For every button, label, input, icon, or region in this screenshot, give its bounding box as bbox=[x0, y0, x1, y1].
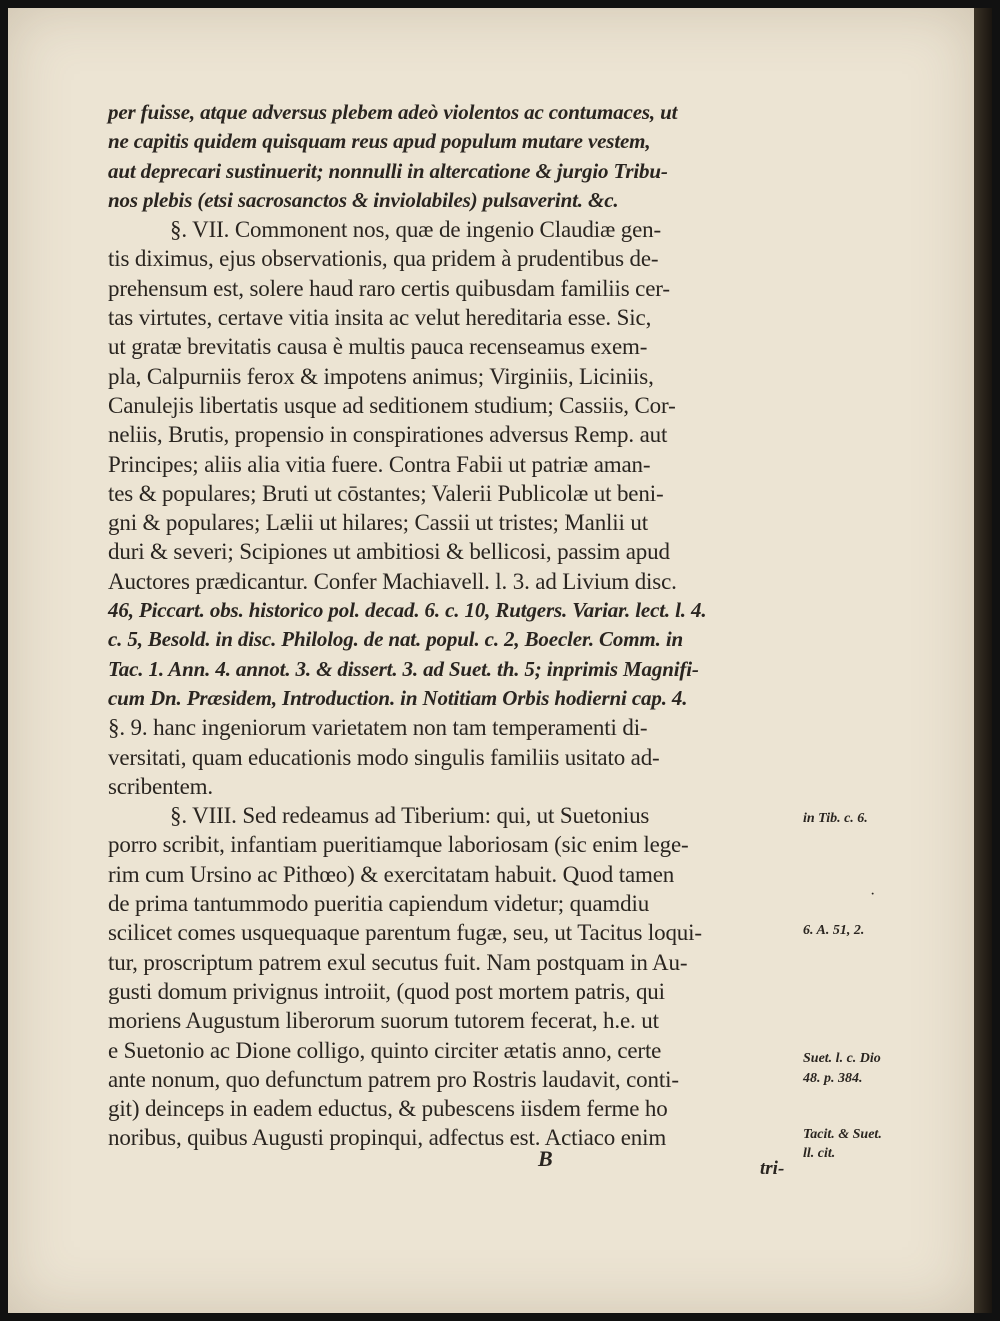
text-line: versitati, quam educationis modo singulis familiis usitato ad- bbox=[108, 744, 660, 770]
text-line: tas virtutes, certave vitia insita ac velut hereditaria esse. Sic, bbox=[108, 305, 652, 331]
text-line: tes & populares; Bruti ut cōstantes; Valerii Publicolæ ut beni- bbox=[108, 480, 664, 506]
text-line: Principes; aliis alia vitia fuere. Contra Fabii ut patriæ aman- bbox=[108, 451, 651, 477]
text-line: e Suetonio ac Dione colligo, quinto circiter ætatis anno, certe bbox=[108, 1037, 662, 1063]
margin-note: ll. cit. bbox=[803, 1146, 836, 1161]
text-line: rim cum Ursino ac Pithœo) & exercitatam habuit. Quod tamen bbox=[108, 861, 675, 887]
text-line: §. 9. hanc ingeniorum varietatem non tam temperamenti di- bbox=[108, 715, 648, 741]
section-heading-viii: §. VIII. Sed redeamus ad Tiberium: qui, ut Suetonius bbox=[170, 803, 650, 829]
text-line: per fuisse, atque adversus plebem adeò violentos ac contumaces, ut bbox=[108, 100, 678, 124]
page-edge bbox=[974, 8, 992, 1313]
text-line: c. 5, Besold. in disc. Philolog. de nat. popul. c. 2, Boecler. Comm. in bbox=[108, 627, 684, 652]
text-line: tur, proscriptum patrem exul secutus fuit. Nam postquam in Au- bbox=[108, 949, 688, 975]
text-line: tis diximus, ejus observationis, qua pridem à prudentibus de- bbox=[108, 246, 659, 272]
text-line: scribentem. bbox=[108, 773, 214, 799]
text-line: porro scribit, infantiam pueritiamque laboriosam (sic enim lege- bbox=[108, 832, 689, 858]
text-line: pla, Calpurniis ferox & impotens animus; Virginiis, Liciniis, bbox=[108, 363, 654, 389]
text-line: de prima tantummodo pueritia capiendum videtur; quamdiu bbox=[108, 891, 650, 917]
margin-note: in Tib. c. 6. bbox=[803, 811, 868, 826]
text-line: gni & populares; Lælii ut hilares; Cassii ut tristes; Manlii ut bbox=[108, 510, 648, 536]
margin-note: Tacit. & Suet. bbox=[803, 1127, 882, 1142]
text-line: ut gratæ brevitatis causa è multis pauca recenseamus exem- bbox=[108, 334, 648, 360]
text-line: neliis, Brutis, propensio in conspirationes adversus Remp. aut bbox=[108, 422, 668, 448]
text-line: ne capitis quidem quisquam reus apud populum mutare vestem, bbox=[108, 129, 651, 154]
text-line: Auctores prædicantur. Confer Machiavell. l. 3. ad Livium disc. bbox=[108, 568, 677, 594]
text-line: scilicet comes usquequaque parentum fugæ, seu, ut Tacitus loqui- bbox=[108, 920, 702, 946]
text-line: nos plebis (etsi sacrosanctos & inviolabiles) pulsaverint. &c. bbox=[108, 187, 619, 212]
book-page bbox=[8, 8, 974, 1313]
text-line: aut deprecari sustinuerit; nonnulli in altercatione & jurgio Tribu- bbox=[108, 158, 668, 183]
margin-note: 48. p. 384. bbox=[803, 1071, 863, 1086]
section-heading-vii: §. VII. Commonent nos, quæ de ingenio Claudiæ gen- bbox=[170, 217, 662, 243]
text-line: 46, Piccart. obs. historico pol. decad. 6. c. 10, Rutgers. Variar. lect. l. 4. bbox=[108, 598, 707, 623]
text-line: Canulejis libertatis usque ad seditionem studium; Cassiis, Cor- bbox=[108, 392, 676, 418]
text-line: git) deinceps in eadem eductus, & pubescens iisdem ferme ho bbox=[108, 1096, 668, 1122]
text-line: Tac. 1. Ann. 4. annot. 3. & dissert. 3. ad Suet. th. 5; inprimis Magnifi- bbox=[108, 656, 699, 681]
text-line: gusti domum privignus introiit, (quod post mortem patris, qui bbox=[108, 978, 665, 1004]
main-text bbox=[108, 98, 798, 1153]
signature-mark: B bbox=[538, 1146, 553, 1171]
text-line: ante nonum, quo defunctum patrem pro Rostris laudavit, conti- bbox=[108, 1066, 679, 1092]
text-line: cum Dn. Præsidem, Introduction. in Notitiam Orbis hodierni cap. 4. bbox=[108, 685, 688, 710]
stray-mark: · bbox=[870, 886, 876, 903]
text-line: moriens Augustum liberorum suorum tutorem fecerat, h.e. ut bbox=[108, 1008, 659, 1034]
text-line: noribus, quibus Augusti propinqui, adfectus est. Actiaco enim bbox=[108, 1125, 667, 1151]
margin-note: Suet. l. c. Dio bbox=[803, 1051, 881, 1066]
margin-note: 6. A. 51, 2. bbox=[803, 923, 865, 938]
catchword: tri- bbox=[760, 1158, 785, 1179]
text-line: duri & severi; Scipiones ut ambitiosi & bellicosi, passim apud bbox=[108, 539, 670, 565]
text-line: prehensum est, solere haud raro certis quibusdam familiis cer- bbox=[108, 275, 670, 301]
